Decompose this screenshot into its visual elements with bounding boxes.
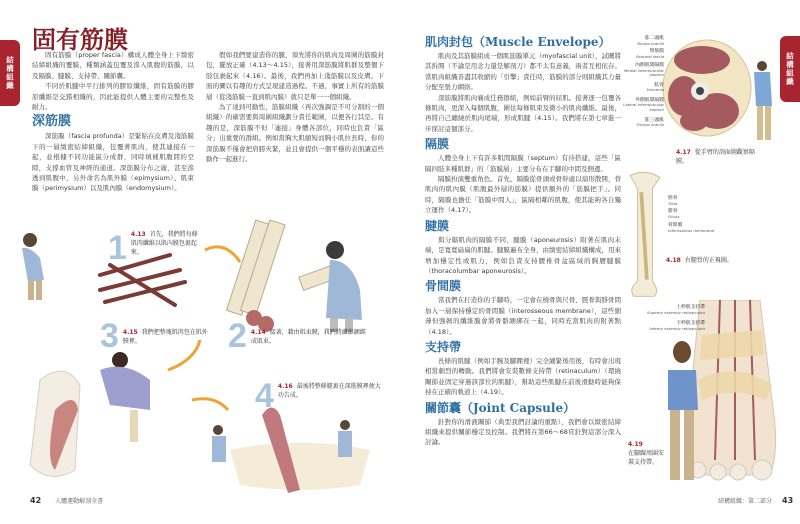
section-paragraph: 與分隔肌肉的隔膜不同，腱膜（aponeurosis）附著在肌肉末端，是寬寬扁扁的肌腱。腱膜遍布全身，由緻密結締組織構成，用來增加穩定性或肌力，例如負責支持腰椎骨盆區域的胸腰腱膜（thoracolumbar aponeurosis）。: [425, 235, 621, 275]
page-number: 42: [30, 496, 42, 505]
section-heading: 肌肉封包（Muscle Envelope）: [425, 35, 611, 49]
step-2: [228, 318, 368, 354]
label-triceps: 肱三頭肌 Triceps brachii: [636, 117, 664, 128]
section-heading: 腱膜: [425, 218, 450, 233]
section-paragraph: 人體全身上下有許多肌間隔膜（septum）有待搭建，這些「區隔四肢多種肌群」的「筋膜層」主要分布在手腳的中間及側邊。: [425, 154, 621, 173]
caption-4-18: 4.18 右腿骨的正視圖。: [666, 257, 733, 264]
section-paragraph: 長條的肌腱（例如手腕及腳踝裡）完全繃緊後用後，有時會出現相當劇烈的轉動。我們將會安裝數條支持帶（retinaculum）（環繞關節並固定穿過該部位的肌腱），幫助這些肌腱在前後滑動時能夠保持在正確的軌道上（4.19）。: [425, 356, 621, 397]
deep-fascia-paragraph: 深筋膜（fascia profunda）是緊貼在皮膚及淺筋膜下的一層緻密結締組織，包覆著肌肉，使其連接在一起，並根據不同功能區分成群，同時填補肌腹間的空隙，支撐血管及神經的通道。深筋膜分布之廣，甚至滲透到肌腹中，另外命名為肌外膜（epimysium）、肌束膜（perimysium）以及肌內膜（endomysium）。: [32, 132, 194, 193]
step-caption: 4.13 首先，我們將每條肌肉纖維以肌內膜包裹起來。: [130, 231, 198, 256]
label-biceps: 肱二頭肌 Biceps brachii: [637, 36, 664, 46]
caption-4-17: 4.17 從手臂的剖面圖觀察隔膜。: [676, 149, 755, 165]
label-fibula: 腓骨 Fibula: [668, 209, 680, 219]
section-paragraph: 針對你的滑液關節（典型我們討論的重點），我們會以緻密結締組織來提供關節穩定及控制。我們將在第66～68頁針對這部分深入討論。: [425, 417, 621, 447]
step-caption: 4.15 我們把整塊肌肉包在肌外膜裡。: [122, 329, 208, 345]
page-number: 43: [782, 496, 794, 505]
arrow-1: [205, 247, 240, 262]
leg-in-deep-fascia: [212, 408, 370, 494]
intro-paragraph: 不同於肌腱中平行排列的膠原纖維，固有筋膜的膠原纖維是交錯相織的，因此能提供人體主要的完整性及耐力。: [32, 82, 194, 112]
right-page: [400, 0, 800, 524]
label-inferior-extensor-retinaculum: 下伸肌支持帶 Inferior extensor retinaculum: [649, 321, 705, 331]
label-tibia: 脛骨 Tibia: [668, 196, 678, 206]
leg-bones-illustration: [625, 170, 665, 300]
section-heading: 支持帶: [425, 339, 462, 354]
part-title: 結構組織：第二部分: [718, 498, 773, 505]
section-paragraph: 隔膜扮演雙重角色。首先，隔膜從骨頭或骨幹處以扇形散開，替肌肉的肌內膜（肌腹最外層的筋膜）提供額外的「筋膜把手」。同時，隔膜也擔任「筋膜中間人」，區隔相鄰的肌腹，使其能夠各自獨立運作（4.17）。: [425, 175, 621, 215]
page-title: 固有筋膜: [32, 25, 128, 54]
section-heading: 隔膜: [425, 137, 450, 152]
page-footer-left: [30, 496, 103, 505]
step-number: 4: [255, 377, 274, 415]
side-tab-left: 結構組織: [0, 40, 20, 106]
caption-4-19: 4.19 在腳踝周圍安裝支持帶。: [628, 441, 665, 466]
presenter-head: [757, 61, 767, 71]
intro-paragraph: 固有筋膜（proper fascia）構成人體全身上下緻密結締組織的覆膜，種類涵蓋包覆及滲入肌腹的筋膜，以及隔膜、腱膜、支持帶、關節囊。: [32, 51, 194, 80]
body-paragraph: 為了達到可動性，筋膜組織（再次強調是不可分割的一個組織）的確需要與周圍組織劃分責任範圍，以便各行其是。有趣的是，深筋膜不但「連接」身體各部位，同時也負責「區分」出重要的群組。例如當胸大肌縮短而胸小肌拉長時，你的深筋膜不僅會把肩膀夾緊，並且會提供一個平穩的表面讓這些動作一起進行。: [206, 103, 384, 164]
section-heading: 骨間膜: [425, 279, 462, 294]
worker-figure-3: [100, 352, 150, 442]
foot-labels: [625, 305, 705, 331]
step-4: [255, 378, 385, 414]
left-column-2: [206, 50, 384, 164]
deep-fascia-heading: 深筋膜: [32, 114, 72, 130]
arm-cross-section-illustration: [662, 36, 780, 146]
arrow-3: [192, 399, 228, 410]
label-medial-septum: 內側肌間隔膜 Medial intermuscular septum: [623, 63, 664, 78]
worker-figure-1: [22, 233, 44, 300]
label-superior-extensor-retinaculum: 上伸肌支持帶 Superior extensor retinaculum: [647, 305, 705, 315]
step-number: 3: [100, 317, 119, 355]
muscle-in-epimysium: [30, 371, 80, 476]
step-number: 1: [108, 229, 127, 267]
side-tab-right: 結構組織: [780, 36, 800, 102]
section-heading: 關節囊（Joint Capsule）: [425, 400, 576, 415]
arm-labels: [622, 36, 664, 128]
section-paragraph: 當我們在打造你的手腳時，一定會在橈骨與尺骨、脛骨與腓骨間加入一層保持穩定的骨間膜（interosseous membrane），這些細薄但強韌的纖維膜會將骨骼綑綁在一起，同時充當肌肉的附著點（4.18）。: [425, 296, 621, 336]
book-title: 人體運動解剖全書: [55, 498, 104, 505]
left-column-1: [32, 50, 194, 194]
step-caption: 4.16 最後將整條腿裹在深筋膜裡便大功告成。: [277, 383, 381, 399]
step-number: 2: [228, 317, 247, 355]
step-1: [108, 230, 203, 266]
worker-figure-4: [662, 340, 702, 490]
label-lateral-septum: 外側肌間隔膜 Lateral intermuscular septum: [623, 97, 664, 113]
section-paragraph: 深筋膜將肌肉襄成任務群組，例如前臂的屈肌。接著逐一包覆各條肌肉，更深入每個肌腹，圍住每條肌束及微小的肌肉纖維。最後，再將自己纏繞於肌肉尾端，形成肌腱（4.15）。我們將在第七章進一步探討這個部分。: [425, 93, 621, 133]
label-brachial-fascia: 臂筋膜 Brachial fascia: [636, 49, 664, 59]
label-humerus: 肱骨 Humerus: [646, 82, 664, 93]
leg-labels: [668, 196, 718, 233]
page-footer-right: [718, 496, 793, 505]
section-paragraph: 肌肉及其筋膜組成一個肌筋膜單元（myofascial unit），試圖將其拆開（不論是用念力還是解剖刀）都不太有意義，兩者互相依存。當肌肉組織善盡其收縮的「引擎」責任時，筋膜的部分則組織其力量分配至張力網絡。: [425, 52, 621, 92]
step-caption: 4.14 接著，藉由肌束膜，我們將纖維綑綁成肌束。: [250, 329, 366, 345]
body-paragraph: 假如我們要建造你的腿，須先將你的肌肉及周圍的筋膜封包，擺放正確（4.13～4.15），接著用深筋膜將肌群及整個下肢包裹起來（4.16）。最後，我們再加上淺筋膜以及皮膚。下面的圖以有趣的方式呈現建造過程。不過，事實上所有的筋膜層（從淺筋膜一直到肌內膜）就只是單一一個組織。: [206, 51, 384, 101]
label-interosseous-membrane: 骨間膜 Interosseous membrane: [668, 223, 715, 233]
step-3: [100, 318, 210, 354]
right-text-column: [425, 32, 621, 448]
fascicle-bundle: [226, 220, 341, 332]
